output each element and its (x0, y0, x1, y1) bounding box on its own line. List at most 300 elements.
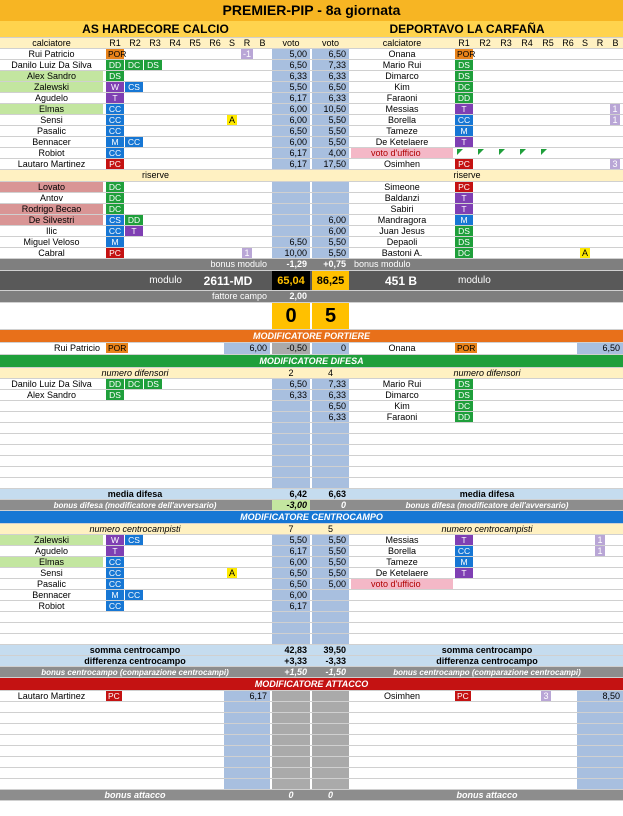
away-player-roles (455, 115, 559, 125)
away-num-centro: 5 (327, 524, 333, 534)
away-attacco-center (312, 713, 349, 723)
difesa-section (0, 379, 623, 489)
bonus-difesa-label-away: bonus difesa (modificatore dell'avversario) (405, 501, 569, 510)
home-player-mark (240, 49, 254, 59)
starter-row (0, 126, 623, 137)
away-num-centro-label: numero centrocampisti (441, 524, 533, 534)
modulo-label-away: modulo (458, 275, 491, 286)
away-player-voto: 10,50 (312, 104, 349, 114)
away-attacco-empty (577, 702, 623, 712)
attacco-row (0, 713, 623, 724)
home-difensore-roles (106, 379, 210, 389)
away-centrocampista-mark (593, 546, 607, 556)
away-player-role-tag: DD (455, 93, 473, 103)
difesa-row (0, 478, 623, 489)
home-col-r6: R6 (209, 38, 221, 48)
home-centrocampista-name: Elmas (0, 557, 103, 567)
away-attaccante-role: PC (457, 691, 469, 701)
away-centrocampista-voto: 5,50 (312, 546, 349, 556)
mod-attacco-bar: MODIFICATORE ATTACCO (0, 678, 623, 691)
home-player-mark (225, 115, 239, 125)
away-col-r: R (596, 38, 604, 48)
away-difensore-name: Faraoni (386, 412, 418, 422)
away-reserves-label: riserve (453, 170, 481, 180)
home-centrocampista-role-tag: CC (106, 557, 124, 567)
away-player-role-tag: PC (455, 159, 473, 169)
home-player-roles (106, 60, 210, 70)
away-reserve-role-tag: T (455, 193, 473, 203)
away-bonus-centro: -1,50 (325, 667, 346, 677)
away-reserve-name: Juan Jesus (379, 226, 425, 236)
home-centrocampista-voto: 6,50 (272, 579, 310, 589)
away-reserve-roles (455, 226, 559, 236)
away-centro-empty (312, 623, 349, 633)
home-player-role-tag: DC (125, 60, 143, 70)
home-reserve-role-tag: DC (106, 182, 124, 192)
home-reserve-name: Ilic (46, 226, 57, 236)
away-reserve-voto (312, 182, 349, 192)
home-num-centro: 7 (288, 524, 294, 534)
home-reserve-name: Cabral (38, 248, 65, 258)
away-player-roles (455, 137, 559, 147)
page-title: PREMIER-PIP - 8a giornata (0, 0, 623, 21)
home-attaccante-name: Lautaro Martinez (17, 691, 86, 701)
home-portiere-bonus: -0,50 (272, 343, 310, 354)
away-attacco-empty (577, 746, 623, 756)
home-player-role-tag: DS (144, 60, 162, 70)
home-reserve-role-tag: M (106, 237, 124, 247)
away-centrocampista-mark-value: 1 (597, 535, 603, 545)
home-reserve-mark (240, 248, 254, 258)
home-portiere-name: Rui Patricio (53, 343, 100, 353)
home-player-voto: 6,00 (272, 115, 310, 125)
home-player-name: Alex Sandro (0, 71, 103, 81)
away-player-voto: 17,50 (312, 159, 349, 169)
home-difensore-voto: 6,33 (272, 390, 310, 400)
difesa-row (0, 412, 623, 423)
home-player-roles (106, 137, 210, 147)
away-col-player: calciatore (382, 38, 422, 48)
home-attacco-center (272, 724, 310, 734)
away-col-s: S (581, 38, 588, 48)
away-centrocampista-voto: 5,50 (312, 568, 349, 578)
home-score: 0 (272, 303, 310, 329)
away-player-voto: 6,33 (312, 71, 349, 81)
away-player-roles (455, 148, 559, 158)
away-player-roles (455, 104, 559, 114)
away-attacco-center (312, 691, 349, 701)
home-centrocampista-roles (106, 590, 210, 600)
centro-row (0, 557, 623, 568)
home-attaccante-roles (106, 691, 146, 701)
bonus-centro-label-away: bonus centrocampo (comparazione centrocampi) (393, 668, 581, 677)
away-player-name: Kim (394, 82, 410, 92)
away-centrocampista-roles (455, 546, 559, 556)
away-centrocampista-mark (593, 535, 607, 545)
home-player-voto: 6,00 (272, 137, 310, 147)
home-centrocampista-role-tag: M (106, 590, 124, 600)
home-reserve-roles (106, 248, 210, 258)
home-centrocampista-roles (106, 579, 210, 589)
home-player-name: Bennacer (32, 137, 71, 147)
home-difensore-role-tag: DS (106, 390, 124, 400)
home-reserve-roles (106, 226, 210, 236)
away-score: 5 (312, 303, 349, 329)
mod-centro-header (0, 524, 623, 535)
away-somma-centro: 39,50 (323, 645, 346, 655)
away-player-role-tag: DS (455, 60, 473, 70)
away-player-mark-value: 3 (612, 159, 618, 169)
attacco-row (0, 735, 623, 746)
home-reserve-voto (272, 226, 310, 236)
home-player-name: Lautaro Martinez (17, 159, 86, 169)
home-centrocampista-role-tag: CS (125, 535, 143, 545)
home-player-roles (106, 159, 210, 169)
away-player-voto: 6,50 (312, 49, 349, 59)
away-total: 86,25 (312, 271, 349, 290)
away-reserve-role-tag: T (455, 204, 473, 214)
home-centrocampista-roles (106, 568, 210, 578)
home-reserve-voto (272, 182, 310, 192)
home-attaccante-voto: 6,17 (224, 691, 270, 701)
team-header-row (0, 21, 623, 38)
away-player-name: Tameze (386, 126, 418, 136)
reserve-row (0, 182, 623, 193)
home-col-r3: R3 (149, 38, 161, 48)
home-difensore-empty (272, 467, 310, 477)
home-reserve-roles (106, 182, 210, 192)
away-reserve-voto (312, 204, 349, 214)
away-diff-centro: -3,33 (325, 656, 346, 666)
home-bonus-modulo: -1,29 (286, 259, 307, 269)
away-num-difensori: 4 (327, 368, 333, 378)
difesa-row (0, 401, 623, 412)
away-player-name: Dimarco (385, 71, 419, 81)
reserves-header-row (0, 170, 623, 182)
home-attacco-empty (224, 735, 270, 745)
away-reserve-name: Baldanzi (384, 193, 420, 203)
away-attacco-center (312, 768, 349, 778)
fattore-campo-value: 2,00 (289, 291, 307, 301)
away-player-name: Osimhen (383, 159, 420, 169)
attacco-row (0, 779, 623, 790)
away-reserve-mark (578, 248, 592, 258)
away-difensore-roles (455, 401, 559, 411)
home-player-role-tag: T (106, 93, 124, 103)
away-attacco-center (312, 779, 349, 789)
away-difensore-role-tag: DD (455, 412, 473, 422)
away-player-voto: 5,50 (312, 126, 349, 136)
home-player-role-tag: DD (106, 60, 124, 70)
home-player-roles (106, 49, 210, 59)
reserve-row (0, 215, 623, 226)
home-player-roles (106, 115, 210, 125)
home-difensore-empty (272, 445, 310, 455)
away-difensore-voto: 7,33 (312, 379, 349, 389)
reserve-row (0, 226, 623, 237)
home-difensore-name: Alex Sandro (26, 390, 77, 400)
home-player-voto: 5,50 (272, 82, 310, 92)
away-player-role-tag: POR (457, 49, 476, 59)
home-centrocampista-name: Sensi (40, 568, 63, 578)
media-difesa-row (0, 489, 623, 500)
bonus-attacco-label-away: bonus attacco (456, 790, 518, 800)
away-reserve-role-tag: DC (455, 248, 473, 258)
away-player-name: Onana (388, 49, 416, 59)
away-player-role-tag: M (455, 126, 473, 136)
home-centrocampista-name: Bennacer (32, 590, 71, 600)
home-bonus-centro: +1,50 (284, 667, 307, 677)
home-reserve-role-tag: DC (106, 193, 124, 203)
away-centrocampista-name: Messias (385, 535, 419, 545)
away-reserve-voto: 6,00 (312, 215, 349, 225)
attacco-row (0, 757, 623, 768)
home-reserve-roles (106, 204, 210, 214)
home-difensore-roles (106, 390, 210, 400)
away-player-mark (608, 115, 622, 125)
home-attacco-empty (224, 779, 270, 789)
bonus-modulo-label-away: bonus modulo (354, 259, 411, 269)
away-player-name: Mario Rui (382, 60, 422, 70)
away-centrocampista-role-tag: T (455, 535, 473, 545)
home-centrocampista-mark (225, 568, 239, 578)
away-centro-empty (312, 601, 349, 611)
home-reserve-name: De Silvestri (0, 215, 103, 225)
centro-row (0, 568, 623, 579)
home-col-r5: R5 (189, 38, 201, 48)
away-media-difesa: 6,63 (328, 489, 346, 499)
home-col-r: R (243, 38, 251, 48)
home-player-role-tag: CC (106, 104, 124, 114)
home-attacco-center (272, 746, 310, 756)
home-reserve-role-tag: CC (106, 226, 124, 236)
home-difensore-empty (272, 456, 310, 466)
diff-centro-label-away: differenza centrocampo (436, 656, 538, 666)
home-centro-empty (272, 634, 310, 644)
home-centrocampista-name: Zalewski (0, 535, 103, 545)
away-reserve-name: Bastoni A. (381, 248, 423, 258)
home-difensore-role-tag: DC (125, 379, 143, 389)
away-portiere-bonus: 0 (312, 343, 349, 354)
away-difensore-voto: 6,50 (312, 401, 349, 411)
away-centrocampista-voto: 5,00 (312, 579, 349, 589)
away-attaccante-voto: 8,50 (577, 691, 623, 701)
home-reserve-role-tag: CS (106, 215, 124, 225)
away-reserve-role-tag: PC (455, 182, 473, 192)
away-reserve-roles (455, 248, 559, 258)
away-player-mark-value: 1 (612, 104, 618, 114)
mod-portiere-bar: MODIFICATORE PORTIERE (0, 330, 623, 343)
away-player-role-tag: T (455, 104, 473, 114)
score-row (0, 303, 623, 330)
centro-row (0, 601, 623, 612)
home-difensore-empty (272, 423, 310, 433)
bonus-centro-row (0, 667, 623, 678)
home-team-name: AS HARDECORE CALCIO (82, 22, 229, 36)
home-player-role-tag: DS (106, 71, 124, 81)
difesa-row (0, 467, 623, 478)
away-portiere-role: POR (457, 343, 476, 353)
media-difesa-label-away: media difesa (459, 489, 515, 499)
somma-centro-row (0, 645, 623, 656)
home-difensore-voto: 6,50 (272, 379, 310, 389)
bonus-attacco-label: bonus attacco (104, 790, 166, 800)
home-reserve-role-tag: T (125, 226, 143, 236)
home-player-roles (106, 104, 210, 114)
away-centrocampista-roles (455, 535, 559, 545)
away-difensore-empty (312, 478, 349, 488)
home-bonus-attacco: 0 (288, 790, 294, 800)
home-player-mark-value: A (228, 115, 235, 125)
modulo-row (0, 271, 623, 291)
home-player-name: Elmas (0, 104, 103, 114)
away-attacco-center (312, 702, 349, 712)
away-difensore-role-tag: DS (455, 379, 473, 389)
away-centrocampista-role-tag: CC (455, 546, 473, 556)
home-num-centro-label: numero centrocampisti (89, 524, 181, 534)
diff-centro-label: differenza centrocampo (84, 656, 186, 666)
away-attacco-empty (577, 757, 623, 767)
home-player-role-tag: M (106, 137, 124, 147)
away-reserve-role-tag: M (455, 215, 473, 225)
away-centrocampista-roles (455, 568, 559, 578)
away-centrocampista-name: voto d'ufficio (351, 579, 453, 589)
away-player-roles (455, 82, 559, 92)
away-player-name: Faraoni (386, 93, 418, 103)
home-player-voto: 6,50 (272, 60, 310, 70)
home-diff-centro: +3,33 (284, 656, 307, 666)
home-player-role-tag: POR (108, 49, 127, 59)
home-player-role-tag: CC (106, 126, 124, 136)
away-player-voto: 7,33 (312, 60, 349, 70)
home-reserve-role-tag: DC (106, 204, 124, 214)
home-centrocampista-role-tag: W (106, 535, 124, 545)
home-col-b: B (259, 38, 266, 48)
centro-row (0, 612, 623, 623)
away-player-roles (455, 60, 559, 70)
centro-row (0, 546, 623, 557)
reserve-row (0, 204, 623, 215)
home-player-role-tag: PC (106, 159, 124, 169)
home-reserve-voto (272, 204, 310, 214)
home-centrocampista-role-tag: CC (106, 568, 124, 578)
starter-row (0, 71, 623, 82)
home-difensore-empty (272, 412, 310, 422)
mod-difesa-bar: MODIFICATORE DIFESA (0, 355, 623, 368)
home-difensore-empty (272, 478, 310, 488)
home-reserve-roles (106, 215, 210, 225)
home-player-voto: 5,00 (272, 49, 310, 59)
home-attacco-empty (224, 724, 270, 734)
away-centrocampista-voto: 5,50 (312, 557, 349, 567)
away-portiere-voto: 6,50 (577, 343, 623, 354)
home-centrocampista-roles (106, 557, 210, 567)
away-reserve-name: Simeone (384, 182, 420, 192)
away-centrocampista-mark-value: 1 (597, 546, 603, 556)
away-centrocampista-role-tag: T (455, 568, 473, 578)
away-difensore-name: Dimarco (385, 390, 419, 400)
away-difensore-empty (312, 423, 349, 433)
attacco-section (0, 691, 623, 790)
home-reserve-name: Lovato (0, 182, 103, 192)
away-difensore-voto: 6,33 (312, 390, 349, 400)
away-player-roles (455, 49, 559, 59)
away-player-role-tag: DC (455, 82, 473, 92)
away-player-name: voto d'ufficio (351, 148, 453, 158)
away-bonus-attacco: 0 (327, 790, 333, 800)
home-col-s: S (228, 38, 235, 48)
home-centrocampista-role-tag: CC (106, 601, 124, 611)
home-portiere-role: POR (108, 343, 127, 353)
home-player-role-tag: CS (125, 82, 143, 92)
home-num-difensori-label: numero difensori (101, 368, 169, 378)
away-centrocampista-name: Tameze (386, 557, 418, 567)
home-total: 65,04 (272, 271, 310, 290)
home-player-name: Robiot (38, 148, 65, 158)
away-attacco-center (312, 746, 349, 756)
away-difensore-role-tag: DS (455, 390, 473, 400)
attacco-row (0, 702, 623, 713)
attacco-row (0, 768, 623, 779)
bonus-difesa-row (0, 500, 623, 511)
away-col-r4: R4 (521, 38, 533, 48)
home-player-voto: 6,00 (272, 104, 310, 114)
starter-row (0, 82, 623, 93)
away-reserve-name: Depaoli (386, 237, 418, 247)
away-attacco-empty (577, 768, 623, 778)
home-difensore-role-tag: DD (106, 379, 124, 389)
home-player-roles (106, 126, 210, 136)
home-player-name: Agudelo (34, 93, 69, 103)
home-centro-empty (272, 623, 310, 633)
away-attacco-empty (577, 724, 623, 734)
away-reserve-role-tag: DS (455, 226, 473, 236)
centro-row (0, 535, 623, 546)
away-attacco-empty (577, 735, 623, 745)
away-centrocampista-name: Borella (387, 546, 416, 556)
away-modulo: 451 B (384, 274, 418, 288)
away-col-r1: R1 (458, 38, 470, 48)
home-centrocampista-voto: 6,50 (272, 568, 310, 578)
home-attacco-empty (224, 702, 270, 712)
starter-row (0, 49, 623, 60)
centro-row (0, 579, 623, 590)
home-player-name: Pasalic (36, 126, 66, 136)
home-reserve-role-tag: PC (106, 248, 124, 258)
away-difensore-name: Kim (394, 401, 410, 411)
home-media-difesa: 6,42 (289, 489, 307, 499)
home-player-name: Rui Patricio (28, 49, 75, 59)
home-col-player: calciatore (32, 38, 71, 48)
home-centrocampista-roles (106, 601, 210, 611)
away-attaccante-mark (539, 691, 553, 701)
home-centrocampista-mark-value: A (228, 568, 235, 578)
away-col-b: B (612, 38, 619, 48)
home-reserve-role-tag: DD (125, 215, 143, 225)
home-player-role-tag: CC (106, 115, 124, 125)
difesa-row (0, 445, 623, 456)
starter-row (0, 159, 623, 170)
away-difensore-empty (312, 467, 349, 477)
home-difensore-role-tag: DS (144, 379, 162, 389)
away-attaccante-name: Osimhen (383, 691, 420, 701)
difesa-row (0, 423, 623, 434)
home-player-role-tag: CC (106, 148, 124, 158)
starters-section (0, 49, 623, 170)
home-attacco-empty (224, 757, 270, 767)
away-reserve-roles (455, 237, 559, 247)
starter-row (0, 115, 623, 126)
